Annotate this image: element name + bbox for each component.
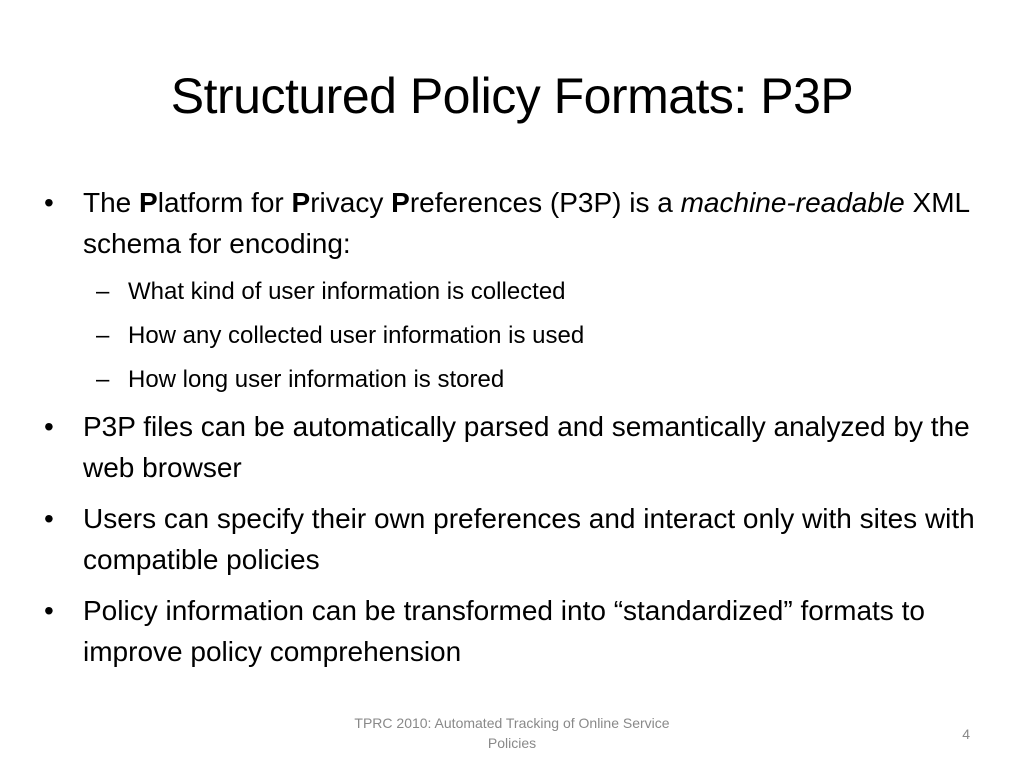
sub-bullet-text: How any collected user information is used (128, 322, 585, 349)
sub-bullet-item (40, 314, 990, 358)
bullet-item (40, 590, 990, 672)
sub-bullet-text: What kind of user information is collected (128, 278, 566, 305)
slide-title: Structured Policy Formats: P3P (170, 68, 854, 124)
bullet-glyph: • (44, 595, 54, 626)
bullet-item (40, 498, 990, 580)
sub-bullet-item (40, 270, 990, 314)
bullet-item (40, 406, 990, 488)
bullet-glyph: • (44, 411, 54, 442)
sub-bullet-list (40, 270, 990, 402)
sub-bullet-glyph: – (96, 278, 110, 305)
bullet-text: Policy information can be transformed into “standardized” formats to improve policy comprehension (83, 595, 925, 667)
bullet-text-part: The (83, 187, 140, 218)
sub-bullet-item (40, 358, 990, 402)
bullet-glyph: • (44, 503, 54, 534)
bullet-list (40, 182, 990, 682)
bullet-bold-letter: P (139, 187, 158, 218)
slide-footer: TPRC 2010: Automated Tracking of Online Service Policies (354, 715, 670, 751)
sub-bullet-glyph: – (96, 322, 110, 349)
bullet-text-part: XML schema for encoding: (83, 187, 970, 259)
bullet-bold-letter: P (391, 187, 410, 218)
bullet-text: Users can specify their own preferences and interact only with sites with compatible policies (83, 503, 975, 575)
bullet-italic-text: machine-readable (680, 187, 905, 218)
page-number: 4 (962, 726, 970, 742)
sub-bullet-glyph: – (96, 366, 110, 393)
sub-bullet-group (40, 270, 990, 402)
bullet-item (40, 182, 990, 264)
bullet-glyph: • (44, 187, 54, 218)
bullet-text-part: references (P3P) is a (409, 187, 681, 218)
sub-bullet-text: How long user information is stored (128, 366, 505, 393)
bullet-text: P3P files can be automatically parsed and semantically analyzed by the web browser (83, 411, 970, 483)
bullet-bold-letter: P (291, 187, 311, 218)
bullet-text-part: rivacy (310, 187, 392, 218)
bullet-text-part: latform for (157, 187, 292, 218)
